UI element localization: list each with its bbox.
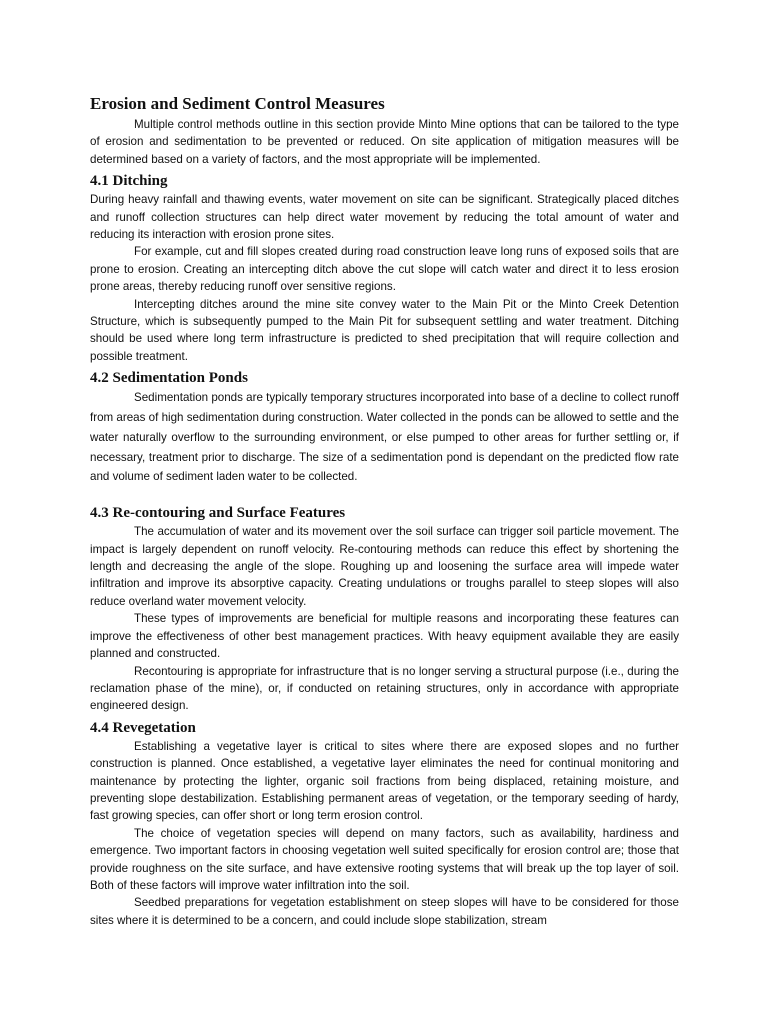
paragraph: Intercepting ditches around the mine site convey water to the Main Pit or the Minto Creek Detention Structure, which is subsequently pumped to the Main Pit for subsequent settling and water treatment. Ditching should be used where long term infrastructure is predicted to shed precipitation that will require collection and possible treatment. xyxy=(90,297,679,363)
paragraph: Establishing a vegetative layer is critical to sites where there are exposed slopes and no further construction is planned. Once established, a vegetative layer eliminates the need for continual monitoring and maintenance by protecting the lighter, organic soil fractions from being displaced, retaining moisture, and preventing slope destabilization. Establishing permanent areas of vegetation, or the temporary seeding of hardy, fast growing species, can offer short or long term erosion control. xyxy=(90,739,679,823)
document-title: Erosion and Sediment Control Measures xyxy=(90,94,385,113)
section-heading-sedimentation-ponds: 4.2 Sedimentation Ponds xyxy=(90,370,248,387)
paragraph: These types of improvements are beneficial for multiple reasons and incorporating these features can improve the effectiveness of other best management practices. With heavy equipment available they are easily planned and constructed. xyxy=(90,612,679,661)
paragraph: The accumulation of water and its movement over the soil surface can trigger soil particle movement. The impact is largely dependent on runoff velocity. Re-contouring methods can reduce this effect by shortening the length and decreasing the angle of the slope. Roughing up and loosening the surface area will impede water infiltration and improve its absorptive capacity. Creating undulations or troughs parallel to steep slopes will also reduce overland water movement velocity. xyxy=(90,525,679,608)
paragraph: During heavy rainfall and thawing events, water movement on site can be significant. Strategically placed ditches and runoff collection structures can help direct water movement by reducing the total amount of water and reducing its interaction with erosion prone sites. xyxy=(90,193,679,242)
section-heading-revegetation: 4.4 Revegetation xyxy=(90,719,196,736)
paragraph: The choice of vegetation species will depend on many factors, such as availability, hardiness and emergence. Two important factors in choosing vegetation well suited specifically for erosion control are; those that provide roughness on the site surface, and have extensive rooting systems that will break up the top layer of soil. Both of these factors will improve water infiltration into the soil. xyxy=(90,826,679,892)
intro-paragraph: Multiple control methods outline in this section provide Minto Mine options that can be tailored to the type of erosion and sedimentation to be prevented or reduced. On site application of mitigation measures will be determined based on a variety of factors, and the most appropriate will be implemented. xyxy=(90,118,679,166)
paragraph: For example, cut and fill slopes created during road construction leave long runs of exposed soils that are prone to erosion. Creating an intercepting ditch above the cut slope will catch water and direct it to less erosion prone areas, thereby reducing runoff over sensitive regions. xyxy=(90,245,679,294)
paragraph: Recontouring is appropriate for infrastructure that is no longer serving a structural purpose (i.e., during the reclamation phase of the mine), or, if conducted on retaining structures, only in accordance with appropriate engineered design. xyxy=(90,664,679,713)
section-heading-ditching: 4.1 Ditching xyxy=(90,173,168,190)
section-heading-re-contouring: 4.3 Re-contouring and Surface Features xyxy=(90,505,346,522)
paragraph: Seedbed preparations for vegetation establishment on steep slopes will have to be considered for those sites where it is determined to be a concern, and could include slope stabilization, stream xyxy=(90,896,679,927)
paragraph: Sedimentation ponds are typically temporary structures incorporated into base of a decline to collect runoff from areas of high sedimentation during construction. Water collected in the ponds can be allowed to settle and the water naturally overflow to the surrounding environment, or else pumped to other areas for further settling or, if necessary, treatment prior to discharge. The size of a sedimentation pond is dependant on the predicted flow rate and volume of sediment laden water to be collected. xyxy=(90,391,679,484)
